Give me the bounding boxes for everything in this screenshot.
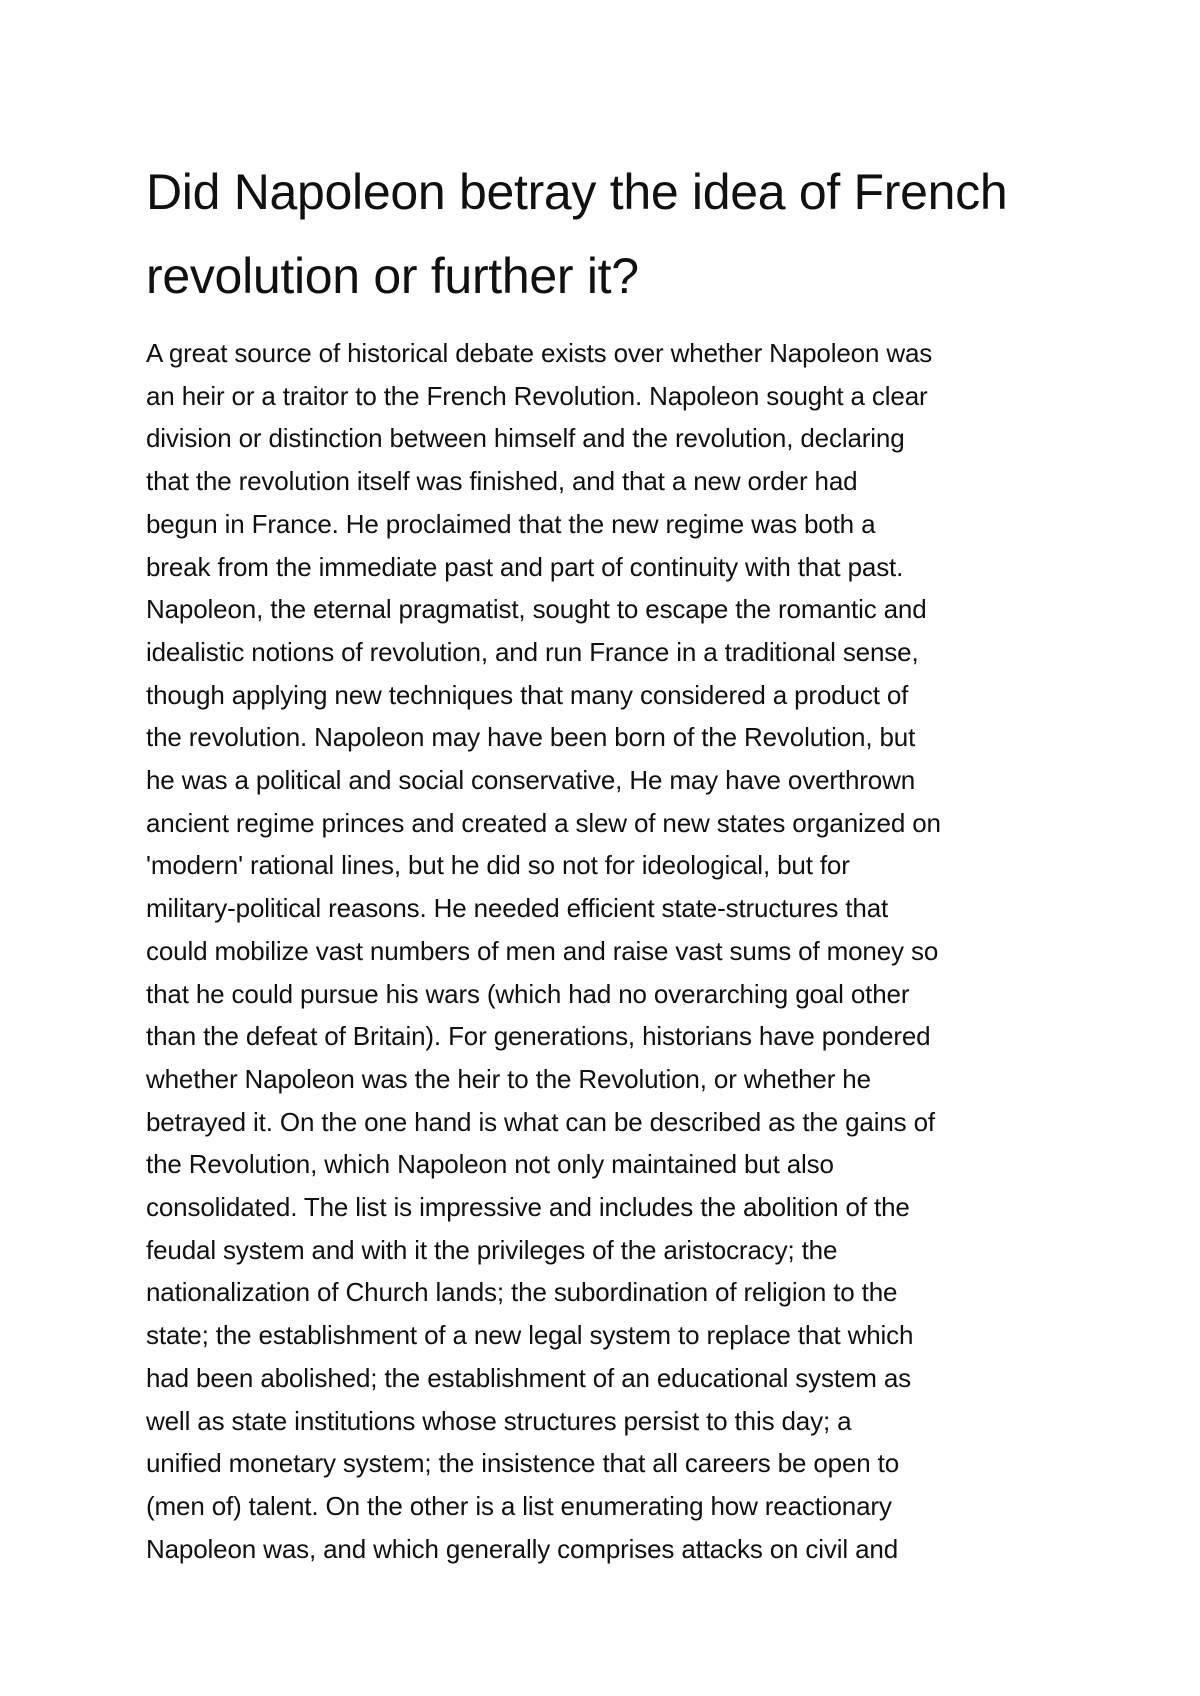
document-title (146, 150, 1086, 318)
body-line: begun in France. He proclaimed that the new regime was both a (146, 508, 876, 539)
body-line: an heir or a traitor to the French Revolution. Napoleon sought a clear (146, 380, 928, 411)
body-line: unified monetary system; the insistence that all careers be open to (146, 1448, 900, 1479)
body-line: 'modern' rational lines, but he did so not for ideological, but for (146, 850, 850, 881)
body-line: he was a political and social conservative, He may have overthrown (146, 765, 916, 796)
body-line: Napoleon, the eternal pragmatist, sought to escape the romantic and (146, 594, 927, 625)
body-line: well as state institutions whose structures persist to this day; a (146, 1405, 852, 1436)
body-line: A great source of historical debate exists over whether Napoleon was (146, 338, 933, 368)
body-line: Napoleon was, and which generally comprises attacks on civil and (146, 1533, 899, 1564)
title-line: revolution or further it? (146, 248, 639, 304)
body-line: (men of) talent. On the other is a list enumerating how reactionary (146, 1490, 892, 1521)
body-line: military-political reasons. He needed efficient state-structures that (146, 893, 889, 924)
body-line: than the defeat of Britain). For generations, historians have pondered (146, 1021, 931, 1052)
body-line: could mobilize vast numbers of men and raise vast sums of money so (146, 935, 939, 966)
body-line: state; the establishment of a new legal system to replace that which (146, 1320, 914, 1351)
page-content (146, 150, 1086, 1570)
body-line: nationalization of Church lands; the subordination of religion to the (146, 1277, 898, 1308)
body-line: idealistic notions of revolution, and run France in a traditional sense, (146, 636, 919, 667)
body-line: the revolution. Napoleon may have been born of the Revolution, but (146, 722, 916, 753)
title-line: Did Napoleon betray the idea of French (146, 164, 1008, 220)
body-line: though applying new techniques that many considered a product of (146, 679, 909, 710)
body-line: the Revolution, which Napoleon not only maintained but also (146, 1149, 834, 1180)
body-line: feudal system and with it the privileges of the aristocracy; the (146, 1234, 838, 1265)
body-line: that the revolution itself was finished, and that a new order had (146, 466, 858, 497)
body-line: break from the immediate past and part of continuity with that past. (146, 551, 904, 582)
body-line: consolidated. The list is impressive and includes the abolition of the (146, 1192, 910, 1223)
body-line: had been abolished; the establishment of an educational system as (146, 1362, 911, 1393)
body-line: ancient regime princes and created a slew of new states organized on (146, 807, 941, 838)
body-line: division or distinction between himself and the revolution, declaring (146, 423, 905, 454)
body-line: whether Napoleon was the heir to the Revolution, or whether he (146, 1063, 871, 1094)
body-line: betrayed it. On the one hand is what can be described as the gains of (146, 1106, 935, 1137)
body-line: that he could pursue his wars (which had no overarching goal other (146, 978, 910, 1009)
body-paragraph (146, 332, 1086, 1570)
